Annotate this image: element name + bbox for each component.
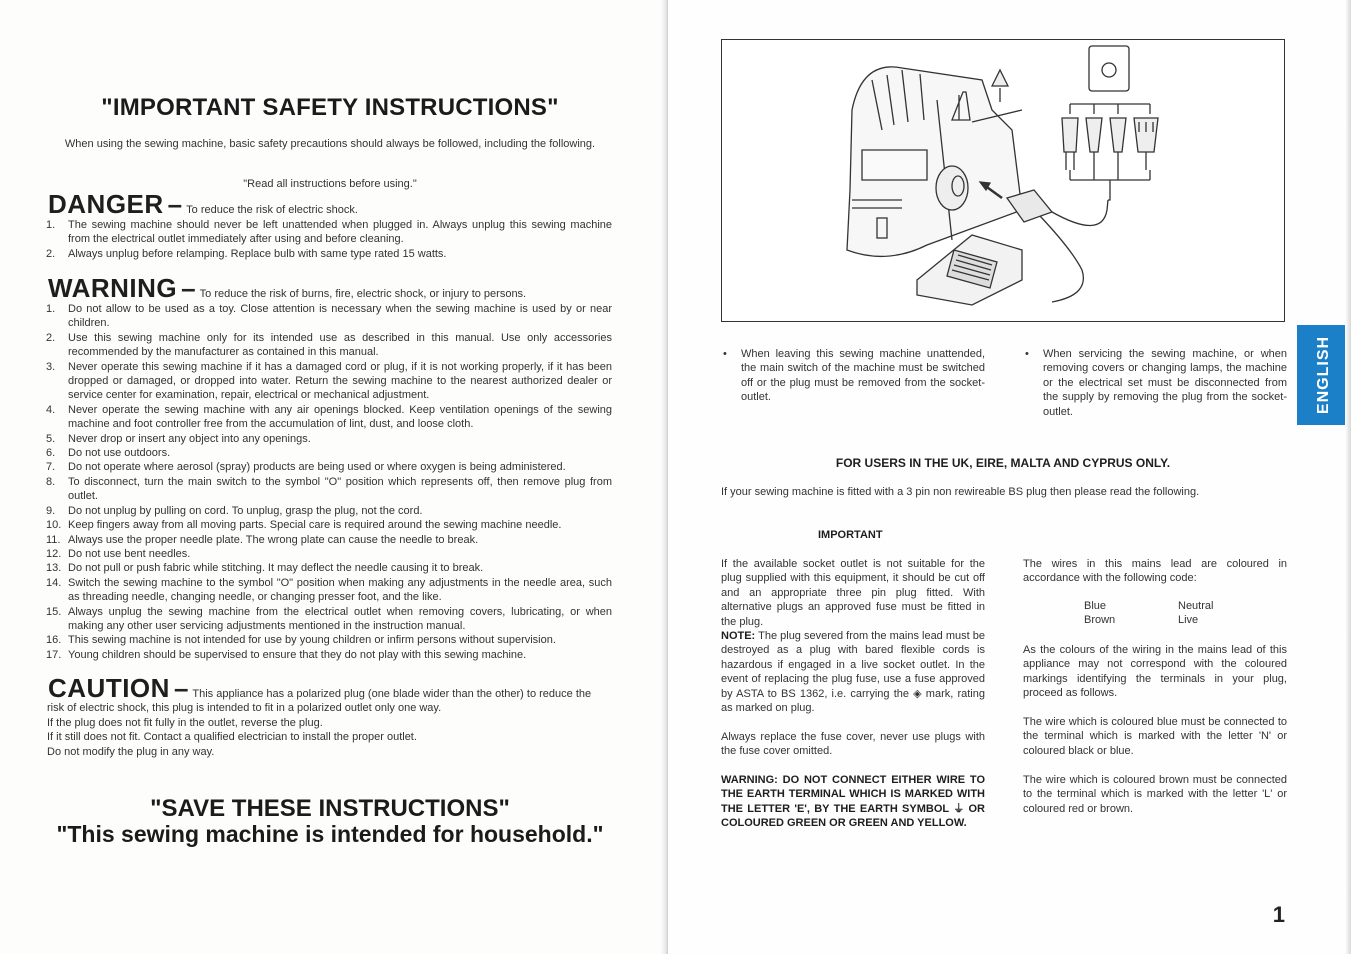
warning-item-number: 16. — [46, 634, 62, 647]
warning-item-text: Use this sewing machine only for its intended use as described in this manual. Use only accessories recommended by the manufacturer as contained in this manual. — [68, 331, 612, 359]
danger-heading: DANGER – To reduce the risk of electric shock. — [48, 189, 358, 219]
warning-item-number: 8. — [46, 475, 56, 488]
warning-item-number: 13. — [46, 562, 62, 575]
caution-text — [47, 701, 613, 759]
para-fuse-cover: Always replace the fuse cover, never use plugs with the fuse cover omitted. — [721, 731, 985, 758]
warning-item-text: This sewing machine is not intended for use by young children or infirm persons without supervision. — [68, 634, 556, 647]
wire-meaning: Live — [1178, 614, 1199, 627]
caution-lead: This appliance has a polarized plug (one blade wider than the other) to reduce the — [192, 688, 592, 700]
wire-colour-table — [1084, 599, 1272, 628]
warning-item-text: Do not allow to be used as a toy. Close attention is necessary when the sewing machine is used by or near children. — [68, 303, 612, 330]
intro-text: When using the sewing machine, basic safety precautions should always be followed, including the following. — [64, 138, 596, 150]
warning-item — [46, 633, 612, 647]
warning-item — [46, 446, 612, 460]
danger-lead: To reduce the risk of electric shock. — [186, 204, 358, 216]
warning-item-number: 6. — [46, 447, 56, 460]
warning-item-number: 1. — [46, 303, 56, 315]
para-brown-wire: The wire which is coloured brown must be connected to the terminal which is marked with the letter 'L' or coloured red or brown. — [1023, 774, 1287, 815]
read-all-note: "Read all instructions before using." — [243, 178, 417, 190]
danger-list — [46, 218, 612, 261]
warning-item-number: 15. — [46, 605, 62, 618]
bullet-servicing: • When servicing the sewing machine, or when removing covers or changing lamps, the machine or the electrical set must be disconnected from the supply by removing the plug from the socket-outlet. — [1025, 348, 1287, 418]
warning-item — [46, 360, 612, 403]
caution-word: CAUTION — [48, 673, 170, 703]
warning-item-number: 5. — [46, 432, 56, 445]
wire-colour: Blue — [1084, 600, 1107, 612]
wire-row — [1084, 599, 1272, 613]
right-page — [668, 0, 1351, 954]
warning-item-number: 3. — [46, 360, 56, 373]
earth-warning: WARNING: DO NOT CONNECT EITHER WIRE TO THE EARTH TERMINAL WHICH IS MARKED WITH THE LETTER 'E', BY THE EARTH SYMBOL ⏚ OR COLOURED GREEN OR GREEN AND YELLOW. — [721, 774, 985, 830]
page-edge — [1345, 0, 1351, 954]
warning-item — [46, 504, 612, 518]
warning-item-number: 9. — [46, 504, 56, 517]
warning-item — [46, 302, 612, 331]
page-number: 1 — [1272, 902, 1285, 927]
warning-item — [46, 518, 612, 532]
caution-line: Do not modify the plug in any way. — [47, 745, 215, 758]
para-socket: If the available socket outlet is not suitable for the plug supplied with this equipment, it should be cut off and an appropriate three pin plug fitted. With alternative plugs an approved fuse must be fitted in the plug. — [721, 558, 985, 628]
warning-lead: To reduce the risk of burns, fire, electric shock, or injury to persons. — [199, 288, 527, 300]
danger-item-number: 2. — [46, 247, 56, 260]
warning-item — [46, 432, 612, 446]
left-page — [0, 0, 668, 954]
warning-item-number: 7. — [46, 461, 56, 474]
warning-word: WARNING — [48, 273, 178, 303]
warning-item — [46, 605, 612, 634]
warning-heading: WARNING – To reduce the risk of burns, fire, electric shock, or injury to persons. — [48, 273, 527, 303]
bullet-unattended: • When leaving this sewing machine unattended, the main switch of the machine must be switched off or the plug must be removed from the socket-outlet. — [723, 348, 985, 404]
caution-line: risk of electric shock, this plug is intended to fit in a polarized outlet only one way. — [47, 702, 442, 714]
warning-item-number: 14. — [46, 576, 62, 589]
warning-item-number: 11. — [46, 533, 61, 546]
para-blue-wire: The wire which is coloured blue must be connected to the terminal which is marked with the letter 'N' or coloured black or blue. — [1023, 716, 1287, 757]
caution-line: If it still does not fit. Contact a qualified electrician to install the proper outlet. — [47, 731, 417, 744]
warning-item — [46, 561, 612, 575]
household-title: "This sewing machine is intended for household." — [56, 821, 604, 847]
warning-item-number: 17. — [46, 648, 62, 661]
earth-symbol-icon: ⏚ — [953, 802, 965, 815]
important-label: IMPORTANT — [818, 529, 883, 541]
warning-item-number: 4. — [46, 403, 56, 416]
warning-item-text: Do not use bent needles. — [68, 547, 191, 560]
save-instructions-title: "SAVE THESE INSTRUCTIONS" — [150, 795, 510, 822]
warning-item — [46, 533, 612, 547]
warning-item-text: Young children should be supervised to ensure that they do not play with this sewing machine. — [68, 648, 527, 661]
warning-item — [46, 547, 612, 561]
wires-intro: The wires in this mains lead are coloured in accordance with the following code: — [1023, 558, 1287, 585]
wire-meaning: Neutral — [1178, 600, 1214, 612]
warning-item-text: Switch the sewing machine to the symbol "O" position when making any adjustments in the needle area, such as threading needle, changing needle, or changing presser foot, and the like. — [68, 576, 612, 604]
warning-item — [46, 475, 612, 504]
danger-item — [46, 218, 612, 247]
note-paragraph: NOTE: The plug severed from the mains lead must be destroyed as a plug with bared flexible cords is hazardous if engaged in a live socket outlet. In the event of replacing the plug fuse, use a fuse approved by ASTA to BS 1362, i.e. carrying the ◈ mark, rating as marked on plug. — [721, 630, 986, 715]
para-colours: As the colours of the wiring in the mains lead of this appliance may not correspond with the coloured markings identifying the terminals in your plug, proceed as follows. — [1023, 644, 1287, 700]
warning-list — [46, 302, 612, 662]
warning-item-number: 12. — [46, 547, 62, 560]
warning-item-number: 10. — [46, 519, 62, 532]
danger-item-text: The sewing machine should never be left unattended when plugged in. Always unplug this sewing machine from the electrical outlet immediately after using and before cleaning. — [68, 219, 612, 246]
warning-item-text: Do not use outdoors. — [68, 447, 171, 460]
machine-plug-illustration — [721, 39, 1285, 322]
warning-item-text: Always use the proper needle plate. The wrong plate can cause the needle to break. — [68, 533, 479, 546]
warning-item-text: Do not unplug by pulling on cord. To unplug, grasp the plug, not the cord. — [68, 504, 423, 517]
warning-item-text: Never operate this sewing machine if it has a damaged cord or plug, if it is not working properly, if it has been dropped or damaged, or dropped into water. Return the sewing machine to the nearest authorized dealer or service center for examination, repair, electrical or mechanical adjustment. — [68, 360, 612, 402]
warning-item — [46, 460, 612, 474]
page-title: "IMPORTANT SAFETY INSTRUCTIONS" — [101, 94, 559, 121]
warning-item-number: 2. — [46, 331, 56, 344]
warning-item-text: Never drop or insert any object into any openings. — [68, 432, 311, 445]
language-tab: ENGLISH — [1297, 325, 1351, 425]
wire-colour: Brown — [1084, 614, 1116, 627]
warning-item-text: Never operate the sewing machine with any air openings blocked. Keep ventilation openings of the sewing machine and foot controller free from the accumulation of lint, dust, and loose cloth. — [68, 403, 612, 431]
danger-item-number: 1. — [46, 219, 56, 231]
caution-heading: CAUTION – This appliance has a polarized plug (one blade wider than the other) to reduce the — [48, 673, 592, 703]
warning-item-text: Do not pull or push fabric while stitching. It may deflect the needle causing it to break. — [68, 562, 484, 575]
uk-intro: If your sewing machine is fitted with a 3 pin non rewireable BS plug then please read the following. — [721, 486, 1200, 498]
warning-item — [46, 403, 612, 432]
danger-word: DANGER — [48, 189, 164, 219]
warning-item — [46, 331, 612, 360]
uk-heading: FOR USERS IN THE UK, EIRE, MALTA AND CYPRUS ONLY. — [835, 456, 1171, 470]
machine-illustration-svg — [722, 40, 1284, 321]
warning-item — [46, 648, 612, 662]
danger-item — [46, 247, 612, 261]
warning-item-text: Do not operate where aerosol (spray) products are being used or where oxygen is being administered. — [68, 461, 566, 474]
danger-item-text: Always unplug before relamping. Replace bulb with same type rated 15 watts. — [68, 247, 447, 260]
wire-row — [1084, 613, 1272, 627]
warning-item-text: To disconnect, turn the main switch to the symbol "O" position which represents off, then remove plug from outlet. — [68, 475, 612, 503]
warning-item-text: Keep fingers away from all moving parts. Special care is required around the sewing machine needle. — [68, 519, 562, 532]
warning-item — [46, 576, 612, 605]
caution-line: If the plug does not fit fully in the outlet, reverse the plug. — [47, 716, 323, 729]
warning-item-text: Always unplug the sewing machine from the electrical outlet when removing covers, lubricating, or when making any other user servicing adjustments mentioned in the instruction manual. — [68, 605, 612, 632]
